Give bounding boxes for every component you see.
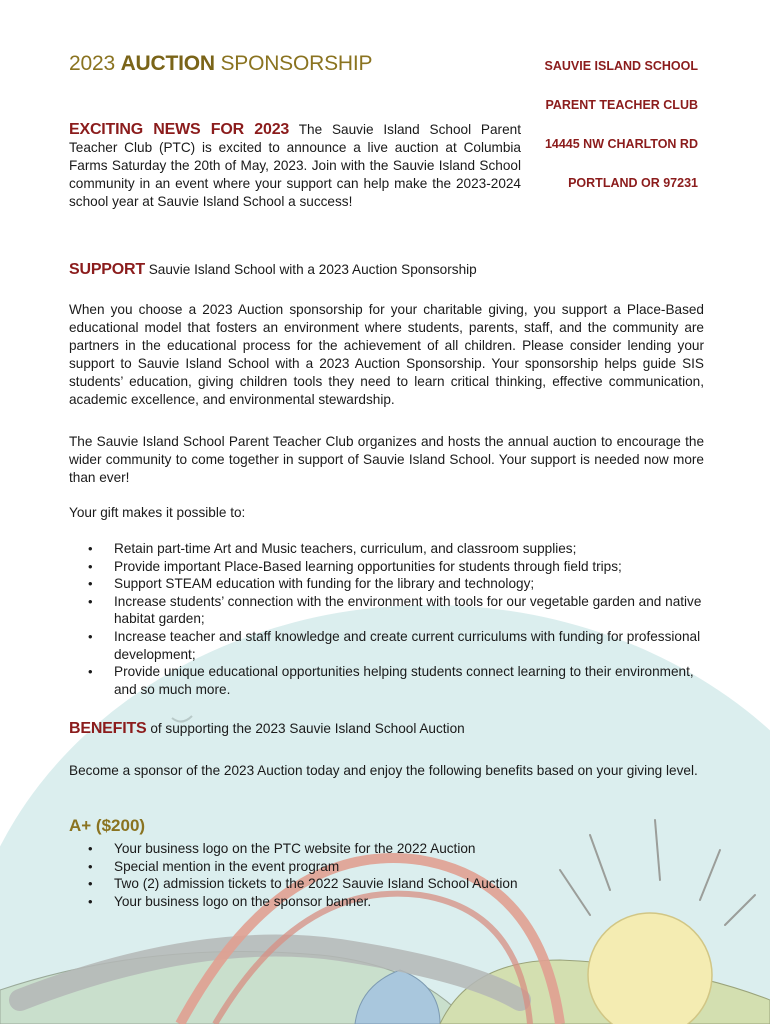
address-line: PARENT TEACHER CLUB bbox=[545, 98, 698, 112]
intro-text: The Sauvie Island School Parent Teacher Club (PTC) is excited to announce a live auction at Columbia Farms Saturday the 20th of May, 2023. Join with the Sauvie Island School community in an event where your support can help make the 2023-2024 school year at Sauvie Island School a success! bbox=[69, 122, 521, 209]
tier-heading: A+ ($200) bbox=[69, 816, 146, 835]
body-paragraph: When you choose a 2023 Auction sponsorship for your charitable giving, you support a Place-Based educational model that fosters an environment where students, parents, staff, and the community are partners in the educational process for the achievement of all children. Please consider lending your support to Sauvie Island School with a 2023 Auction Sponsorship. Your sponsorship helps guide SIS students’ education, giving children tools they need to learn critical thinking, effective communication, academic excellence, and environmental stewardship. bbox=[69, 302, 704, 407]
intro-heading: EXCITING NEWS FOR 2023 bbox=[69, 121, 290, 138]
benefits-heading: BENEFITS bbox=[69, 720, 147, 737]
support-heading: SUPPORT bbox=[69, 261, 145, 278]
tier-benefit-list bbox=[88, 840, 703, 910]
title-suffix: SPONSORSHIP bbox=[220, 52, 373, 75]
list-item: • Provide important Place-Based learning opportunities for students through field trips; bbox=[88, 558, 703, 576]
address-line: 14445 NW CHARLTON RD bbox=[544, 137, 698, 151]
list-item: • Retain part-time Art and Music teachers, curriculum, and classroom supplies; bbox=[88, 540, 703, 558]
list-item: • Two (2) admission tickets to the 2022 Sauvie Island School Auction bbox=[88, 875, 703, 893]
body-paragraph: The Sauvie Island School Parent Teacher Club organizes and hosts the annual auction to encourage the wider community to come together in support of Sauvie Island School. Your support is needed now more than ever! bbox=[69, 434, 704, 485]
address-line: SAUVIE ISLAND SCHOOL bbox=[544, 59, 698, 73]
address-block bbox=[545, 58, 699, 214]
list-item: • Provide unique educational opportunities helping students connect learning to their environment, and so much more. bbox=[88, 663, 703, 698]
list-item: • Support STEAM education with funding for the library and technology; bbox=[88, 575, 703, 593]
support-line bbox=[69, 261, 709, 279]
title-bold: AUCTION bbox=[120, 52, 215, 75]
benefits-line bbox=[69, 720, 709, 738]
gift-list bbox=[88, 540, 703, 698]
list-item: • Increase teacher and staff knowledge and create current curriculums with funding for professional development; bbox=[88, 628, 703, 663]
document-title bbox=[69, 52, 372, 76]
list-item: • Your business logo on the sponsor banner. bbox=[88, 893, 703, 911]
intro-paragraph bbox=[69, 121, 521, 211]
list-item: • Special mention in the event program bbox=[88, 858, 703, 876]
list-item: • Your business logo on the PTC website for the 2022 Auction bbox=[88, 840, 703, 858]
benefits-intro: Become a sponsor of the 2023 Auction today and enjoy the following benefits based on your giving level. bbox=[69, 763, 698, 778]
title-year: 2023 bbox=[69, 52, 115, 75]
address-line: PORTLAND OR 97231 bbox=[568, 176, 698, 190]
support-text: Sauvie Island School with a 2023 Auction Sponsorship bbox=[148, 262, 477, 277]
benefits-text: of supporting the 2023 Sauvie Island School Auction bbox=[150, 721, 465, 736]
list-item: • Increase students’ connection with the environment with tools for our vegetable garden and native habitat garden; bbox=[88, 593, 703, 628]
body-paragraph: Your gift makes it possible to: bbox=[69, 505, 246, 520]
